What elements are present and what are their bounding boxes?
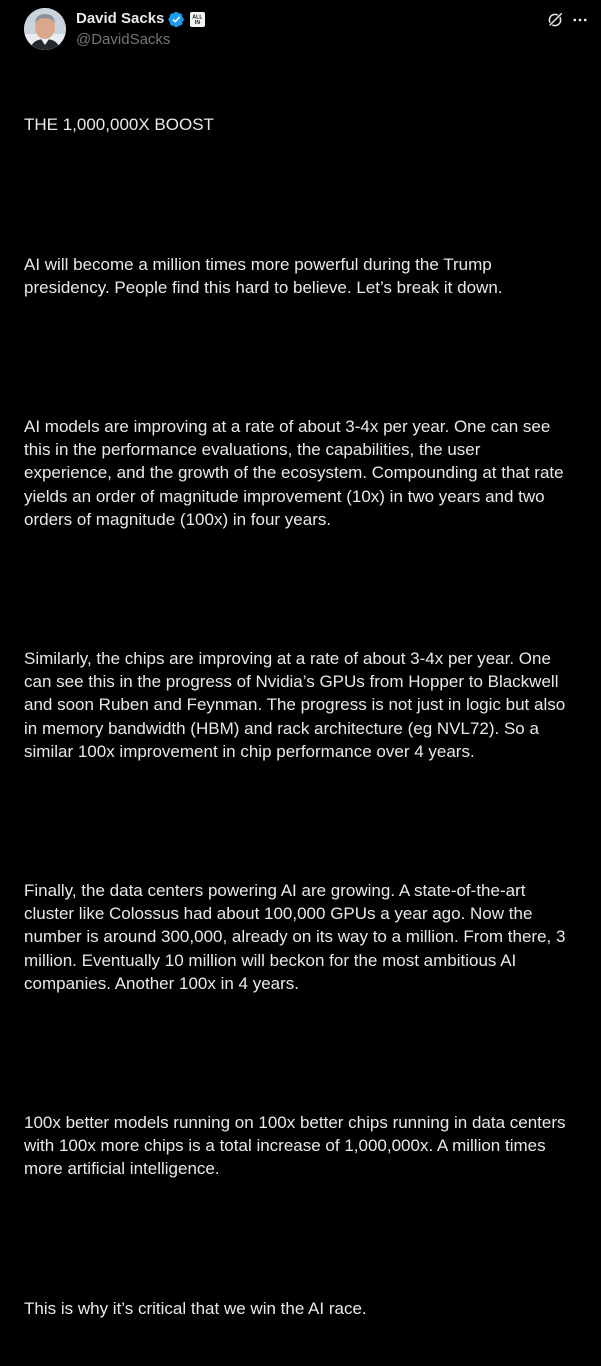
author-name[interactable]: David Sacks	[76, 10, 165, 27]
name-row	[76, 9, 205, 29]
more-icon[interactable]	[570, 11, 590, 29]
svg-text:IN: IN	[195, 19, 201, 26]
svg-text:ALL: ALL	[192, 14, 204, 21]
post-header	[76, 9, 205, 50]
paragraph-gap	[24, 577, 594, 600]
grok-icon[interactable]	[546, 11, 564, 29]
post-text	[24, 67, 594, 1366]
paragraph-gap	[24, 345, 594, 368]
post-paragraph: 100x better models running on 100x better chips running in data centers with 100x more chips is a total increase of 1,000,000x. A million times more artificial intelligence.	[24, 1113, 566, 1179]
avatar-photo	[24, 8, 66, 50]
affiliate-badge[interactable]	[190, 12, 205, 27]
post-closing: This is why it’s critical that we win the AI race.	[24, 1298, 367, 1318]
post-paragraph: Finally, the data centers powering AI are growing. A state-of-the-art cluster like Colossus had about 100,000 GPUs a year ago. Now the number is around 300,000, already on its way to a million. From there, 3 million. Eventually 10 million will beckon for the most ambitious AI companies. Another 100x in 4 years.	[24, 881, 566, 993]
post-title: THE 1,000,000X BOOST	[24, 115, 214, 135]
paragraph-gap	[24, 1227, 594, 1250]
author-handle[interactable]: @DavidSacks	[76, 31, 171, 48]
post-paragraph: Similarly, the chips are improving at a rate of about 3-4x per year. One can see this in the progress of Nvidia’s GPUs from Hopper to Blackwell and soon Ruben and Feynman. The progress is not just in logic but also in memory bandwidth (HBM) and rack architecture (eg NVL72). So a similar 100x improvement in chip performance over 4 years.	[24, 649, 566, 761]
avatar[interactable]	[24, 8, 66, 50]
paragraph-gap	[24, 1041, 594, 1064]
all-in-logo-icon	[191, 13, 204, 26]
verified-badge-icon[interactable]	[168, 11, 185, 28]
paragraph-gap	[24, 183, 594, 206]
paragraph-gap	[24, 809, 594, 832]
post-paragraph: AI will become a million times more powerful during the Trump presidency. People find this hard to believe. Let’s break it down.	[24, 254, 503, 297]
post-paragraph: AI models are improving at a rate of about 3-4x per year. One can see this in the performance evaluations, the capabilities, the user experience, and the growth of the ecosystem. Compounding at that rate yields an order of magnitude improvement (10x) in two years and two orders of magnitude (100x) in four years.	[24, 417, 564, 529]
